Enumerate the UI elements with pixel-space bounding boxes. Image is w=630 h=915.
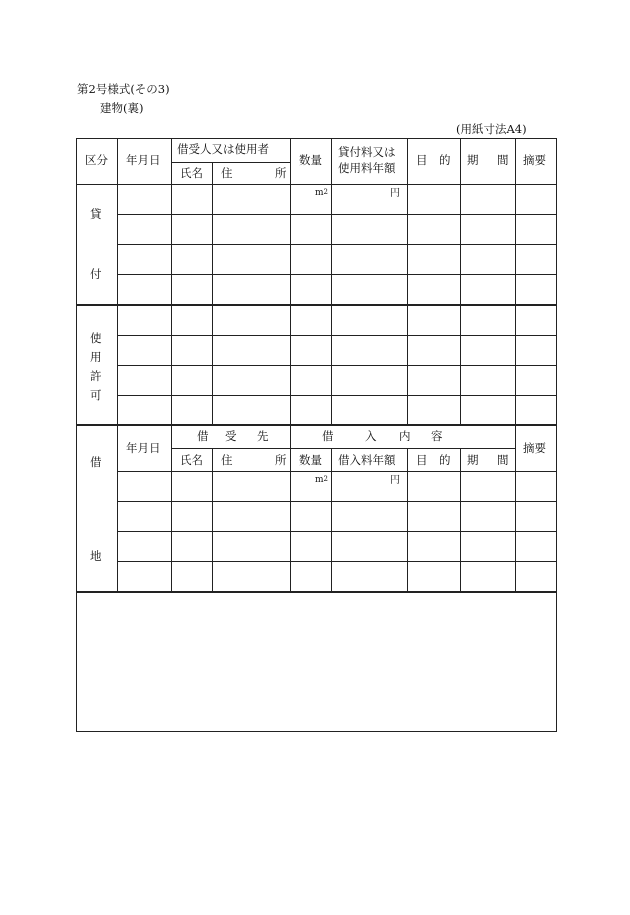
section-borrow-char-1: 借 (90, 455, 102, 469)
borrow-unit-square-meter: $m^2$ (315, 475, 329, 485)
form-subtitle: 建物(裏) (100, 101, 144, 115)
section-borrow-char-2: 地 (90, 549, 102, 563)
section-use-char-2: 用 (90, 350, 102, 364)
borrow-header-quantity: 数量 (299, 453, 322, 467)
borrow-header-purpose-1: 目 (416, 453, 428, 467)
header-fee-1: 貸付料又は (338, 145, 396, 159)
row-line (117, 365, 557, 366)
borrow-header-content-4: 容 (431, 429, 443, 443)
section-use-char-1: 使 (90, 331, 102, 345)
section-lease-char-1: 貸 (90, 207, 102, 221)
header-name: 氏名 (180, 166, 203, 180)
header-purpose-1: 目 (416, 153, 428, 167)
unit-yen: 円 (390, 188, 400, 199)
header-address-2: 所 (275, 166, 287, 180)
borrow-header-mid-line (171, 448, 515, 449)
header-date: 年月日 (126, 153, 161, 167)
borrow-header-content-1: 借 (322, 429, 334, 443)
col-line (212, 162, 213, 425)
row-line (117, 395, 557, 396)
col-line (460, 138, 461, 425)
borrow-header-rent: 借入料年額 (338, 453, 396, 467)
borrow-header-lender-1: 借 (197, 429, 209, 443)
row-line (117, 214, 557, 215)
border-top (76, 138, 557, 139)
border-right (556, 138, 557, 732)
borrow-header-purpose-2: 的 (439, 453, 451, 467)
borrow-unit-yen: 円 (390, 475, 400, 486)
borrow-header-bottom-line (117, 471, 557, 472)
borrow-header-content-3: 内 (399, 429, 411, 443)
header-kubun: 区分 (85, 153, 108, 167)
col-line (407, 448, 408, 592)
col-line (171, 138, 172, 592)
col-line (331, 448, 332, 592)
unit-square-meter: $m^2$ (315, 188, 329, 198)
row-line (117, 244, 557, 245)
notes-area[interactable] (77, 593, 556, 731)
section-lease-char-2: 付 (90, 267, 102, 281)
row-line (117, 531, 557, 532)
borrow-header-lender-2: 受 (225, 429, 237, 443)
col-line (290, 425, 291, 448)
separator-lease-use (76, 304, 557, 306)
col-line (290, 138, 291, 425)
borrow-header-address-2: 所 (275, 453, 287, 467)
form-number: 第2号様式(その3) (77, 82, 170, 96)
paper-size-note: (用紙寸法A4) (456, 122, 527, 136)
header-mid-line (171, 162, 290, 163)
col-line (515, 138, 516, 592)
col-line (212, 448, 213, 592)
borrow-header-name: 氏名 (180, 453, 203, 467)
col-line (331, 138, 332, 425)
header-period-2: 間 (497, 153, 509, 167)
borrow-header-lender-3: 先 (257, 429, 269, 443)
row-line (117, 274, 557, 275)
header-address-1: 住 (221, 166, 233, 180)
col-line (290, 448, 291, 592)
section-use-char-3: 許 (90, 369, 102, 383)
header-purpose-2: 的 (439, 153, 451, 167)
borrow-header-content-2: 入 (365, 429, 377, 443)
border-bottom (76, 731, 557, 732)
header-quantity: 数量 (299, 153, 322, 167)
header-summary: 摘要 (523, 153, 546, 167)
header-bottom-line (76, 184, 557, 185)
row-line (117, 335, 557, 336)
borrow-header-period-1: 期 (467, 453, 479, 467)
borrow-header-date: 年月日 (126, 441, 161, 455)
borrow-header-period-2: 間 (497, 453, 509, 467)
row-line (117, 561, 557, 562)
header-fee-2: 使用料年額 (338, 161, 396, 175)
col-line (460, 448, 461, 592)
header-borrower-group: 借受人又は使用者 (177, 142, 269, 156)
row-line (117, 501, 557, 502)
col-line (407, 138, 408, 425)
section-use-char-4: 可 (90, 388, 102, 402)
form-table (76, 138, 557, 732)
header-period-1: 期 (467, 153, 479, 167)
separator-use-borrow (76, 424, 557, 426)
borrow-header-address-1: 住 (221, 453, 233, 467)
borrow-header-summary: 摘要 (523, 441, 546, 455)
col-line (117, 138, 118, 592)
